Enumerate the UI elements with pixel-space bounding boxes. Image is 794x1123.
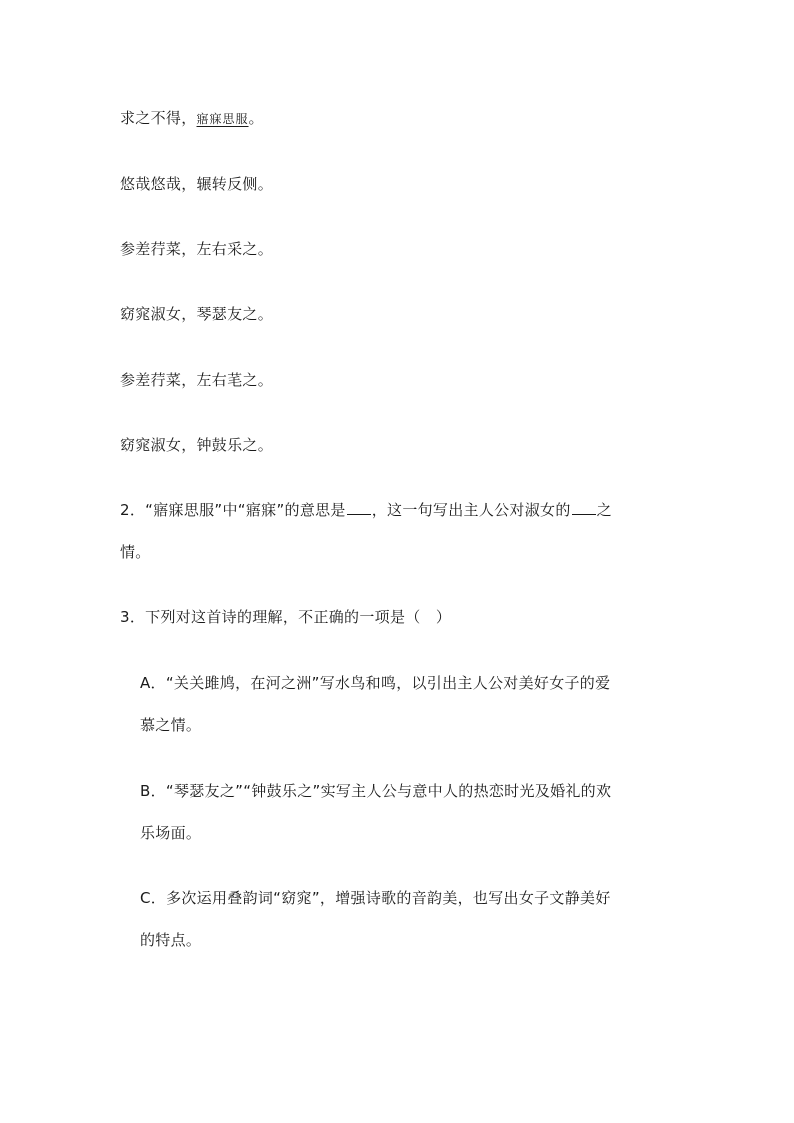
poem-line-6: 窈窕淑女，钟鼓乐之。	[120, 436, 274, 454]
poem-line-2: 悠哉悠哉，辗转反侧。	[120, 175, 274, 193]
option-b-line-1: B．“琴瑟友之”“钟鼓乐之”实写主人公与意中人的热恋时光及婚礼的欢	[140, 782, 612, 800]
poem-line-1-text: 求之不得，	[120, 109, 197, 127]
question-2-part1: 2．“寤寐思服”中“寤寐”的意思是	[120, 501, 346, 519]
option-c-line-2: 的特点。	[140, 931, 202, 949]
poem-line-4: 窈窕淑女，琴瑟友之。	[120, 305, 274, 323]
option-a-line-1: A．“关关雎鸠，在河之洲”写水鸟和鸣，以引出主人公对美好女子的爱	[140, 674, 611, 692]
poem-line-1-end: 。	[248, 109, 264, 127]
option-b-line-2: 乐场面。	[140, 824, 202, 842]
question-3-stem: 3．下列对这首诗的理解，不正确的一项是（ ）	[120, 608, 452, 626]
question-2	[120, 499, 612, 521]
option-a-line-2: 慕之情。	[140, 716, 202, 734]
poem-line-3: 参差荇菜，左右采之。	[120, 240, 274, 258]
poem-line-5: 参差荇菜，左右芼之。	[120, 371, 274, 389]
answer-blank-1[interactable]	[347, 500, 371, 515]
question-2-part2: ，这一句写出主人公对淑女的	[371, 501, 571, 519]
underlined-phrase: 寤寐思服	[196, 112, 249, 126]
poem-line-1	[120, 107, 264, 130]
question-2-line-2: 情。	[120, 543, 151, 561]
answer-blank-2[interactable]	[572, 500, 596, 515]
option-c-line-1: C．多次运用叠韵词“窈窕”，增强诗歌的音韵美，也写出女子文静美好	[140, 889, 611, 907]
question-2-part3: 之	[596, 501, 612, 519]
